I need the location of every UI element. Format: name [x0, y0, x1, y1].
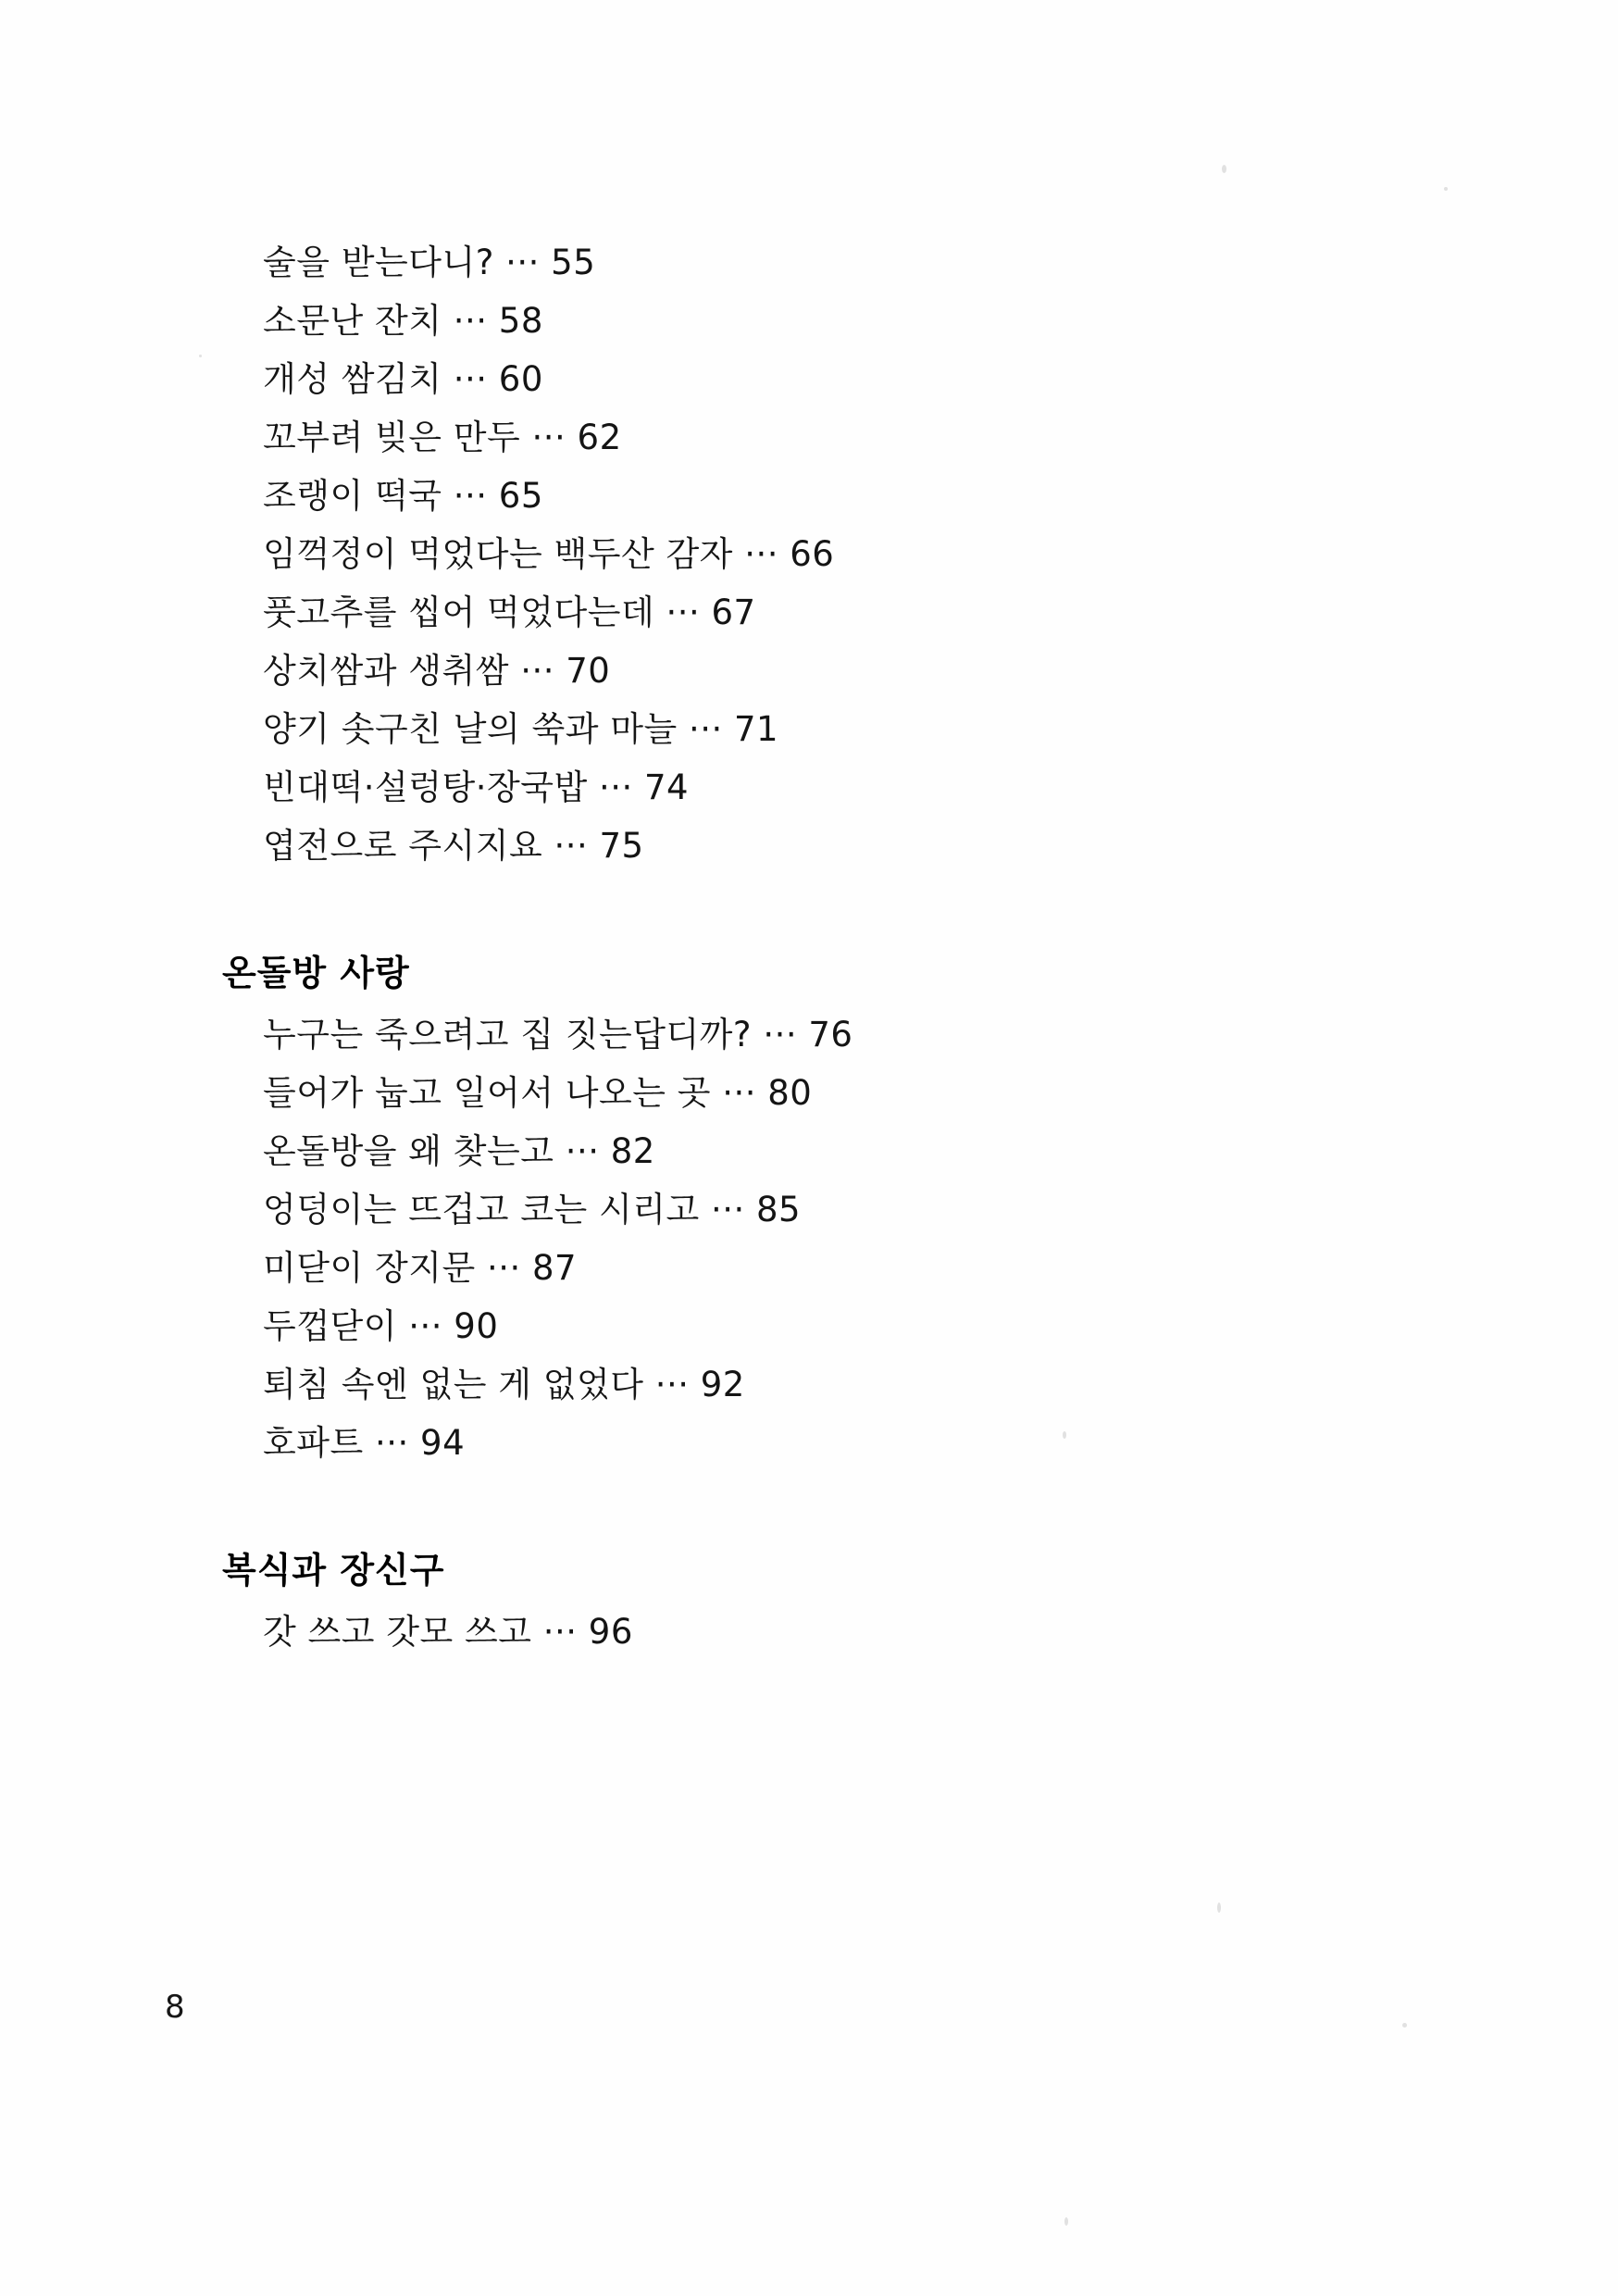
toc-entry[interactable]: 누구는 죽으려고 집 짓는답디까? ··· 76: [263, 1015, 853, 1054]
toc-entry[interactable]: 호파트 ··· 94: [263, 1423, 466, 1463]
scan-speck: [1444, 187, 1448, 191]
toc-entry[interactable]: 엽전으로 주시지요 ··· 75: [263, 826, 644, 866]
toc-entry[interactable]: 두껍닫이 ··· 90: [263, 1306, 499, 1346]
section-heading: 복식과 장신구: [222, 1550, 445, 1591]
section-gap: [222, 887, 1370, 944]
toc-entry[interactable]: 빈대떡·설렁탕·장국밥 ··· 74: [263, 767, 690, 807]
page-number: 8: [165, 1989, 185, 2026]
toc-entry[interactable]: 상치쌈과 생취쌈 ··· 70: [263, 651, 611, 691]
section-heading: 온돌방 사랑: [222, 953, 410, 993]
toc-entry[interactable]: 미닫이 장지문 ··· 87: [263, 1248, 578, 1288]
toc-entry[interactable]: 온돌방을 왜 찾는고 ··· 82: [263, 1131, 655, 1171]
toc-entry[interactable]: 엉덩이는 뜨겁고 코는 시리고 ··· 85: [263, 1190, 802, 1229]
toc-group-3: [222, 1541, 1370, 1652]
scan-speck: [1222, 165, 1226, 173]
toc-entry[interactable]: 갓 쓰고 갓모 쓰고 ··· 96: [263, 1612, 633, 1652]
toc-entry[interactable]: 조랭이 떡국 ··· 65: [263, 476, 543, 516]
toc-entry[interactable]: 소문난 잔치 ··· 58: [263, 301, 543, 341]
toc-group-2: [222, 944, 1370, 1463]
scan-speck: [1402, 2023, 1407, 2028]
toc-entry[interactable]: 들어가 눕고 일어서 나오는 곳 ··· 80: [263, 1073, 813, 1113]
table-of-contents: [222, 245, 1370, 1673]
toc-entry[interactable]: 임꺽정이 먹었다는 백두산 감자 ··· 66: [263, 534, 835, 574]
toc-entry[interactable]: 술을 받는다니? ··· 55: [263, 243, 596, 282]
toc-entry[interactable]: 퇴침 속엔 없는 게 없었다 ··· 92: [263, 1365, 745, 1404]
scan-speck: [1217, 1903, 1221, 1913]
toc-group-1: [222, 243, 1370, 866]
toc-entry[interactable]: 개성 쌈김치 ··· 60: [263, 359, 543, 399]
toc-entry[interactable]: 풋고추를 씹어 먹었다는데 ··· 67: [263, 593, 756, 632]
scan-speck: [1064, 2217, 1068, 2226]
toc-entry[interactable]: 양기 솟구친 날의 쑥과 마늘 ··· 71: [263, 709, 779, 749]
scan-speck: [199, 355, 202, 357]
toc-entry[interactable]: 꼬부려 빚은 만두 ··· 62: [263, 418, 622, 457]
section-gap: [222, 1484, 1370, 1541]
